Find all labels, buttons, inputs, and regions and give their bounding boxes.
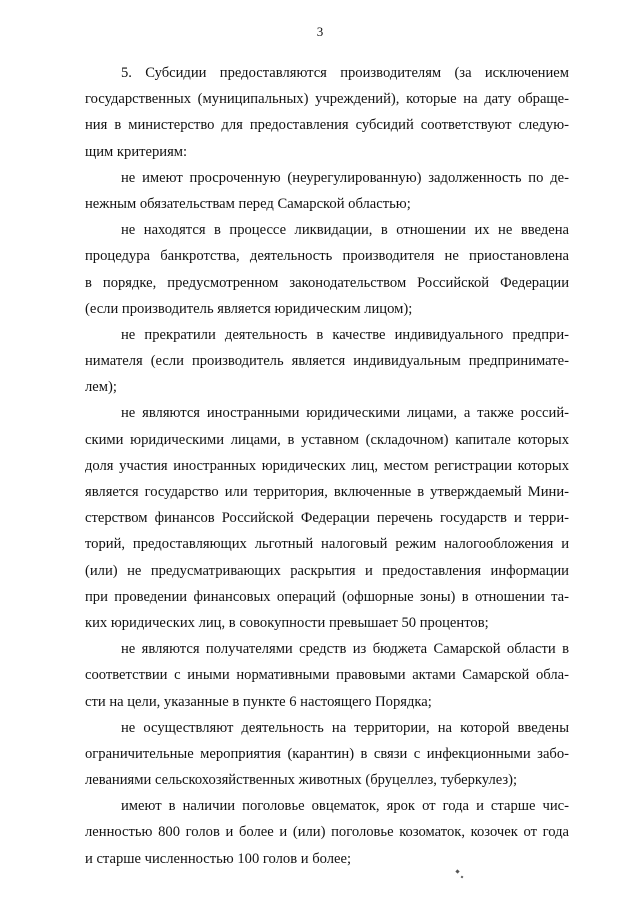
text-line: и старше численностью 100 голов и более; (85, 850, 352, 867)
text-line: не осуществляют деятельность на территории, на которой введены (121, 719, 569, 736)
text-line: щим критериям: (85, 143, 188, 160)
text-line: не находятся в процессе ликвидации, в отношении их не введена (121, 222, 569, 239)
text-line: в порядке, предусмотренном законодательством Российской Федерации (85, 274, 569, 291)
text-line: нежным обязательствам перед Самарской областью; (85, 195, 411, 212)
text-line: 5. Субсидии предоставляются производителям (за исключением (121, 65, 569, 81)
text-line: ких юридических лиц, в совокупности превышает 50 процентов; (85, 614, 489, 631)
text-line: ленностью 800 голов и более и (или) поголовье козоматок, козочек от года (85, 824, 569, 841)
page-number: 3 (316, 24, 324, 39)
text-line: леваниями сельскохозяйственных животных (бруцеллез, туберкулез); (85, 772, 518, 789)
text-line: не прекратили деятельность в качестве индивидуального предпри- (121, 326, 569, 343)
text-line: скими юридическими лицами, в уставном (складочном) капитале которых (85, 431, 569, 448)
text-line: стерством финансов Российской Федерации перечень государств и терри- (85, 510, 569, 527)
text-line: при проведении финансовых операций (офшорные зоны) в отношении та- (85, 588, 569, 605)
text-line: процедура банкротства, деятельность производителя не приостановлена (85, 248, 569, 265)
text-line: не имеют просроченную (неурегулированную) задолженность по де- (121, 169, 569, 186)
text-line: ограничительные мероприятия (карантин) в связи с инфекционными забо- (85, 745, 569, 762)
scan-speck (455, 869, 459, 873)
text-line: (если производитель является юридическим лицом); (85, 300, 413, 317)
text-line: доля участия иностранных юридических лиц, местом регистрации которых (85, 457, 569, 474)
document-body (85, 60, 569, 872)
text-line: государственных (муниципальных) учреждений), которые на дату обраще- (85, 91, 569, 108)
text-line: соответствии с иными нормативными правовыми актами Самарской обла- (85, 667, 569, 684)
text-line: торий, предоставляющих льготный налоговый режим налогообложения и (85, 536, 569, 553)
text-line: сти на цели, указанные в пункте 6 настоящего Порядка; (85, 693, 432, 710)
text-line: имеют в наличии поголовье овцематок, ярок от года и старше чис- (121, 798, 569, 815)
text-line: не являются получателями средств из бюджета Самарской области в (121, 641, 569, 658)
text-line: является государство или территория, включенные в утверждаемый Мини- (85, 484, 569, 500)
text-line: лем); (85, 379, 117, 396)
scan-speck (461, 876, 464, 879)
text-line: нимателя (если производитель является индивидуальным предпринимате- (85, 353, 569, 370)
text-line: ния в министерство для предоставления субсидий соответствуют следую- (85, 117, 569, 134)
text-line: не являются иностранными юридическими лицами, а также россий- (121, 405, 569, 422)
text-line: (или) не предусматривающих раскрытия и предоставления информации (85, 562, 569, 579)
